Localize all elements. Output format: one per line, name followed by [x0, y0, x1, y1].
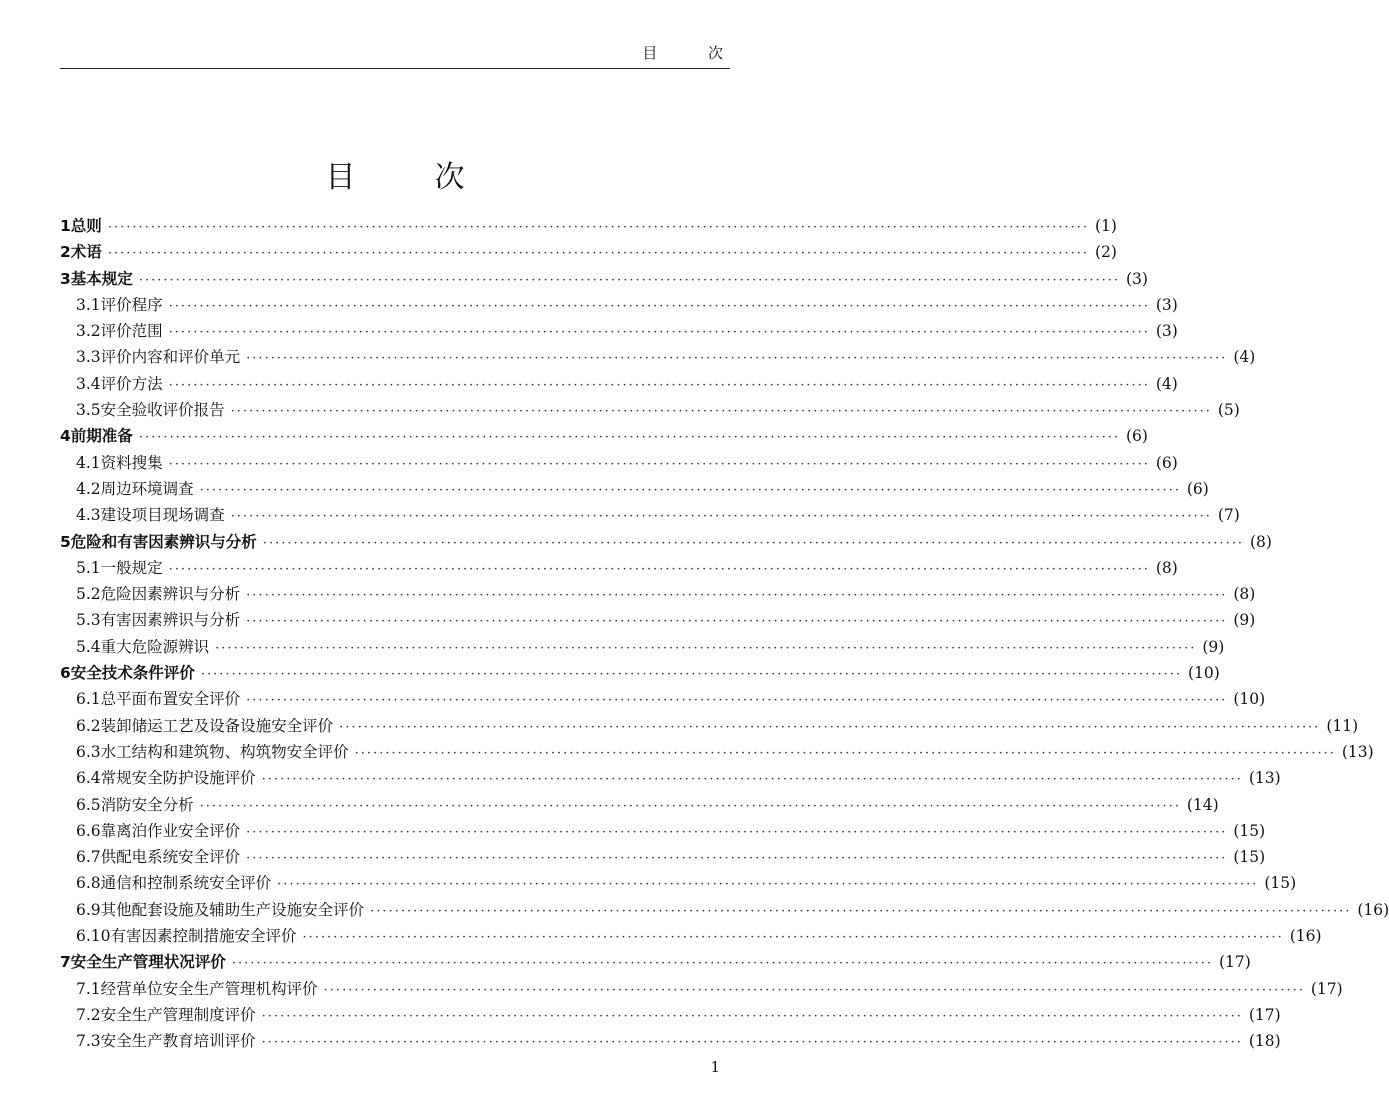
toc-entry-label: 水工结构和建筑物、构筑物安全评价	[100, 742, 349, 761]
toc-entry-number: 7.1	[76, 979, 101, 998]
toc-entry-label: 安全生产管理制度评价	[100, 1005, 256, 1024]
toc-entry-page: (18)	[1248, 1032, 1281, 1051]
title-right: 次	[434, 160, 465, 195]
toc-section-row[interactable]	[60, 345, 1256, 371]
toc-entry-number: 6.10	[76, 927, 111, 946]
toc-leader-dots: ································································································································································	[199, 482, 1181, 498]
toc-chapter-row[interactable]	[60, 424, 1148, 450]
toc-leader-dots: ································································································································································	[107, 246, 1089, 262]
toc-entry-label: 装卸储运工艺及设备设施安全评价	[100, 716, 334, 735]
toc-leader-dots: ································································································································································	[246, 588, 1228, 604]
toc-entry-label: 危险因素辨识与分析	[100, 585, 241, 604]
toc-entry-page: (4)	[1155, 374, 1178, 393]
toc-entry-number: 4.2	[76, 479, 101, 498]
toc-section-row[interactable]	[60, 740, 1374, 766]
toc-entry-number: 6.9	[76, 900, 101, 919]
toc-entry-page: (17)	[1310, 979, 1343, 998]
toc-section-row[interactable]	[60, 582, 1256, 608]
toc-entry-page: (8)	[1155, 558, 1178, 577]
toc-leader-dots: ································································································································································	[370, 903, 1352, 919]
toc-entry-label: 靠离泊作业安全评价	[100, 821, 241, 840]
toc-leader-dots: ································································································································································	[107, 220, 1089, 235]
toc-leader-dots: ································································································································································	[199, 798, 1181, 814]
toc-entry-number: 6.4	[76, 769, 101, 788]
toc-leader-dots: ································································································································································	[246, 824, 1228, 840]
toc-entry-page: (16)	[1357, 900, 1389, 919]
toc-leader-dots: ································································································································································	[230, 404, 1212, 420]
toc-leader-dots: ································································································································································	[200, 667, 1182, 683]
toc-entry-number: 3.3	[76, 348, 101, 367]
toc-section-row[interactable]	[60, 898, 1389, 924]
toc-entry-page: (17)	[1248, 1005, 1281, 1024]
toc-entry-page: (6)	[1125, 427, 1148, 446]
toc-section-row[interactable]	[60, 977, 1343, 1003]
toc-entry-page: (10)	[1187, 664, 1220, 683]
toc-entry-page: (10)	[1233, 690, 1266, 709]
toc-chapter-row[interactable]	[60, 661, 1220, 687]
running-head-right: 次	[707, 44, 724, 62]
toc-entry-number: 6.7	[76, 848, 101, 867]
toc-entry-label: 消防安全分析	[100, 795, 194, 814]
toc-entry-number: 6.2	[76, 716, 101, 735]
toc-section-row[interactable]	[60, 1029, 1281, 1055]
toc-entry-page: (16)	[1289, 927, 1322, 946]
toc-section-row[interactable]	[60, 871, 1297, 897]
toc-entry-label: 一般规定	[100, 558, 163, 577]
toc-entry-label: 其他配套设施及辅助生产设施安全评价	[100, 900, 365, 919]
toc-entry-page: (15)	[1233, 821, 1266, 840]
toc-entry-page: (4)	[1233, 348, 1256, 367]
toc-entry-number: 4	[60, 427, 71, 446]
running-head-left: 目	[642, 44, 659, 62]
toc-entry-page: (17)	[1218, 953, 1251, 972]
toc-entry-label: 安全生产教育培训评价	[100, 1032, 256, 1051]
toc-entry-label: 评价范围	[100, 322, 163, 341]
toc-entry-page: (3)	[1155, 322, 1178, 341]
toc-entry-label: 有害因素控制措施安全评价	[110, 927, 297, 946]
toc-entry-label: 安全验收评价报告	[100, 401, 225, 420]
toc-entry-label: 总则	[70, 217, 102, 235]
table-of-contents	[60, 214, 1389, 1056]
toc-entry-page: (8)	[1233, 585, 1256, 604]
toc-entry-page: (15)	[1233, 848, 1266, 867]
toc-entry-number: 3.1	[76, 295, 101, 314]
toc-entry-page: (7)	[1217, 506, 1240, 525]
toc-leader-dots: ································································································································································	[323, 982, 1305, 998]
toc-leader-dots: ································································································································································	[168, 325, 1150, 341]
header-rule	[60, 68, 730, 69]
page-number: 1	[710, 1058, 720, 1076]
toc-section-row[interactable]	[60, 793, 1219, 819]
toc-entry-label: 安全生产管理状况评价	[70, 953, 226, 972]
toc-entry-page: (14)	[1186, 795, 1219, 814]
toc-section-row[interactable]	[60, 556, 1178, 582]
toc-leader-dots: ································································································································································	[246, 351, 1228, 367]
page-title	[0, 152, 790, 196]
toc-leader-dots: ································································································································································	[138, 272, 1120, 288]
toc-entry-number: 3.5	[76, 401, 101, 420]
toc-section-row[interactable]	[60, 1003, 1281, 1029]
toc-entry-page: (13)	[1248, 769, 1281, 788]
toc-entry-label: 术语	[70, 243, 102, 262]
toc-entry-number: 7.3	[76, 1032, 101, 1051]
toc-chapter-row[interactable]	[60, 240, 1117, 266]
toc-entry-page: (11)	[1326, 716, 1359, 735]
toc-leader-dots: ································································································································································	[261, 1008, 1243, 1024]
toc-entry-page: (6)	[1186, 479, 1209, 498]
toc-entry-label: 安全技术条件评价	[70, 664, 195, 683]
toc-entry-number: 6.5	[76, 795, 101, 814]
toc-leader-dots: ································································································································································	[231, 956, 1213, 972]
toc-entry-label: 通信和控制系统安全评价	[100, 874, 272, 893]
toc-entry-page: (13)	[1341, 742, 1374, 761]
toc-entry-label: 常规安全防护设施评价	[100, 769, 256, 788]
toc-leader-dots: ································································································································································	[262, 535, 1244, 551]
toc-chapter-row[interactable]	[60, 950, 1251, 976]
title-left: 目	[325, 160, 356, 195]
toc-leader-dots: ································································································································································	[168, 298, 1150, 314]
toc-leader-dots: ································································································································································	[138, 430, 1120, 446]
toc-entry-number: 5.2	[76, 585, 101, 604]
toc-section-row[interactable]	[60, 608, 1256, 634]
toc-entry-number: 3.4	[76, 374, 101, 393]
toc-entry-label: 建设项目现场调查	[100, 506, 225, 525]
toc-leader-dots: ································································································································································	[168, 561, 1150, 577]
toc-leader-dots: ································································································································································	[230, 509, 1212, 525]
toc-entry-number: 7	[60, 953, 71, 972]
running-head	[642, 42, 724, 63]
toc-section-row[interactable]	[60, 714, 1359, 740]
toc-entry-number: 3	[60, 269, 71, 288]
toc-section-row[interactable]	[60, 477, 1209, 503]
toc-entry-page: (8)	[1249, 532, 1272, 551]
toc-entry-number: 4.1	[76, 453, 101, 472]
toc-leader-dots: ································································································································································	[246, 693, 1228, 709]
toc-entry-label: 经营单位安全生产管理机构评价	[100, 979, 318, 998]
toc-chapter-row[interactable]	[60, 267, 1148, 293]
toc-entry-number: 6.8	[76, 874, 101, 893]
toc-section-row[interactable]	[60, 372, 1178, 398]
toc-entry-number: 5.1	[76, 558, 101, 577]
toc-chapter-row[interactable]	[60, 214, 1117, 240]
toc-entry-number: 6.3	[76, 742, 101, 761]
toc-section-row[interactable]	[60, 319, 1178, 345]
toc-entry-page: (9)	[1233, 611, 1256, 630]
toc-leader-dots: ································································································································································	[215, 640, 1197, 656]
toc-entry-label: 危险和有害因素辨识与分析	[70, 532, 257, 551]
toc-leader-dots: ································································································································································	[168, 377, 1150, 393]
toc-entry-label: 总平面布置安全评价	[100, 690, 241, 709]
toc-leader-dots: ································································································································································	[339, 719, 1321, 735]
toc-entry-page: (9)	[1202, 637, 1225, 656]
toc-entry-number: 5	[60, 532, 71, 551]
toc-leader-dots: ································································································································································	[168, 456, 1150, 472]
toc-entry-label: 资料搜集	[100, 453, 163, 472]
toc-entry-label: 重大危险源辨识	[100, 637, 210, 656]
toc-leader-dots: ································································································································································	[354, 745, 1336, 761]
toc-leader-dots: ································································································································································	[246, 614, 1228, 630]
toc-section-row[interactable]	[60, 766, 1281, 792]
toc-entry-number: 2	[60, 243, 71, 262]
toc-entry-page: (1)	[1094, 217, 1117, 235]
toc-entry-number: 6.1	[76, 690, 101, 709]
toc-entry-number: 5.4	[76, 637, 101, 656]
toc-chapter-row[interactable]	[60, 530, 1272, 556]
toc-section-row[interactable]	[60, 924, 1322, 950]
toc-entry-label: 评价程序	[100, 295, 163, 314]
toc-section-row[interactable]	[60, 293, 1178, 319]
toc-entry-label: 评价方法	[100, 374, 163, 393]
toc-leader-dots: ································································································································································	[261, 772, 1243, 788]
toc-entry-number: 1	[60, 217, 71, 235]
toc-leader-dots: ································································································································································	[302, 930, 1284, 946]
toc-section-row[interactable]	[60, 503, 1240, 529]
toc-entry-number: 5.3	[76, 611, 101, 630]
toc-section-row[interactable]	[60, 819, 1266, 845]
toc-entry-page: (15)	[1264, 874, 1297, 893]
toc-entry-label: 供配电系统安全评价	[100, 848, 241, 867]
toc-entry-page: (3)	[1125, 269, 1148, 288]
toc-entry-number: 7.2	[76, 1005, 101, 1024]
toc-section-row[interactable]	[60, 398, 1240, 424]
toc-section-row[interactable]	[60, 635, 1225, 661]
toc-entry-number: 6.6	[76, 821, 101, 840]
toc-entry-page: (3)	[1155, 295, 1178, 314]
toc-section-row[interactable]	[60, 451, 1178, 477]
toc-entry-label: 基本规定	[70, 269, 133, 288]
toc-entry-page: (6)	[1155, 453, 1178, 472]
toc-entry-label: 有害因素辨识与分析	[100, 611, 241, 630]
toc-leader-dots: ································································································································································	[246, 851, 1228, 867]
toc-entry-label: 评价内容和评价单元	[100, 348, 241, 367]
toc-entry-number: 4.3	[76, 506, 101, 525]
toc-leader-dots: ································································································································································	[277, 877, 1259, 893]
toc-entry-label: 周边环境调查	[100, 479, 194, 498]
toc-section-row[interactable]	[60, 687, 1266, 713]
toc-entry-label: 前期准备	[70, 427, 133, 446]
toc-entry-page: (5)	[1217, 401, 1240, 420]
toc-entry-number: 3.2	[76, 322, 101, 341]
toc-entry-number: 6	[60, 664, 71, 683]
toc-entry-page: (2)	[1094, 243, 1117, 262]
toc-leader-dots: ································································································································································	[261, 1035, 1243, 1051]
toc-section-row[interactable]	[60, 845, 1266, 871]
